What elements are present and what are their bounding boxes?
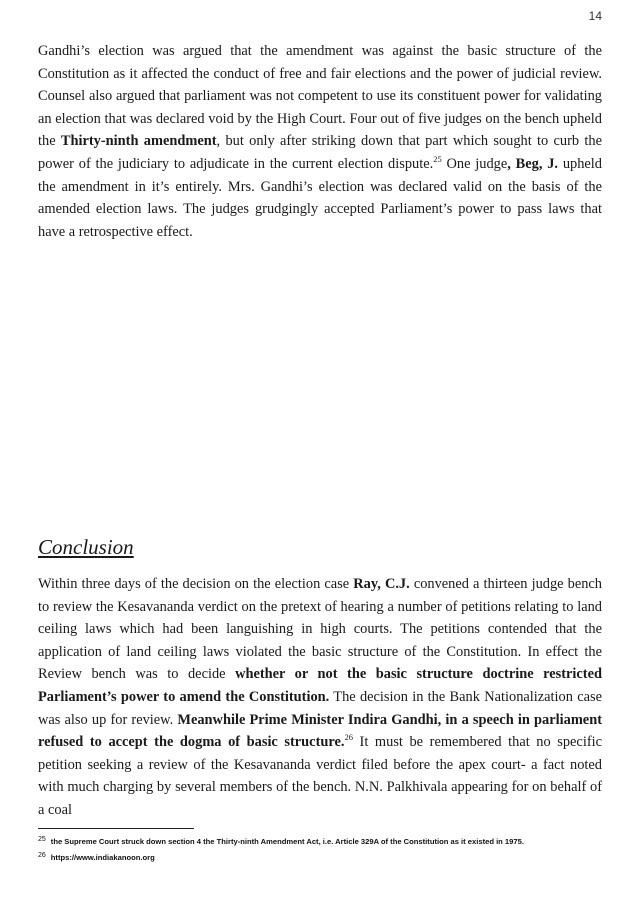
footnote-text: the Supreme Court struck down section 4 the Thirty-ninth Amendment Act, i.e. Article 329A of the Constitution as it existed in 1975.	[50, 837, 524, 846]
footnote-ref[interactable]: 25	[433, 154, 442, 165]
footnote-number: 25	[38, 836, 46, 843]
paragraph-text: Gandhi’s election was argued that the amendment was against the basic structure of the Constitution as it affected the conduct of free and fair elections and the power of judicial review. Counsel also argued that parliament was not competent to use its constituent power for validating an election that was declared void by the High Court. Four out of five judges on the bench upheld the	[38, 43, 602, 150]
bold-phrase: Meanwhile Prime Minister Indira Gandhi, in a speech in parliament refused to accept the dogma of basic structure.	[38, 711, 602, 751]
bold-phrase: Ray, C.J.	[353, 576, 410, 592]
page-number: 14	[588, 9, 602, 23]
paragraph-text: upheld the amendment in it’s entirely. Mrs. Gandhi’s election was declared valid on the basis of the amended election laws. The judges grudgingly accepted Parliament’s power to pass laws that have a retrospective effect.	[38, 155, 602, 240]
paragraph-text: , but only after striking down that part which sought to curb the power of the judiciary to adjudicate in the current election dispute.	[38, 133, 603, 172]
bold-phrase: whether or not the basic structure doctrine restricted Parliament’s power to amend the Constitution.	[38, 666, 602, 705]
footnote-number: 26	[38, 852, 46, 859]
paragraph-text: One judge	[441, 155, 508, 172]
footnote	[38, 853, 608, 862]
footnote-ref[interactable]: 26	[344, 732, 353, 743]
paragraph-conclusion	[38, 573, 602, 822]
footnote-divider	[38, 828, 194, 829]
footnote	[38, 837, 608, 846]
section-heading: Conclusion	[38, 535, 134, 559]
bold-phrase: , Beg, J.	[507, 155, 559, 172]
bold-phrase: Thirty-ninth amendment	[60, 133, 217, 150]
paragraph-text: convened a thirteen judge bench to review the Kesavananda verdict on the pretext of hearing a number of petitions relating to land ceiling laws which had been languishing in high courts. The petitions contended that the application of land ceiling laws violated the basic structure of the Constitution. In effect the Review bench was to decide	[38, 576, 603, 683]
paragraph-election-case	[38, 40, 602, 243]
paragraph-text: The decision in the Bank Nationalization case was also up for review.	[38, 688, 602, 728]
paragraph-text: It must be remembered that no specific petition seeking a review of the Kesavananda verdict filed before the apex court- a fact noted with much charging by several members of the bench. N.N. Palkhivala appearing for on behalf of a coal	[38, 734, 602, 818]
paragraph-text: Within three days of the decision on the election case	[38, 576, 354, 592]
footnote-link[interactable]: https://www.indiakanoon.org	[50, 853, 155, 862]
